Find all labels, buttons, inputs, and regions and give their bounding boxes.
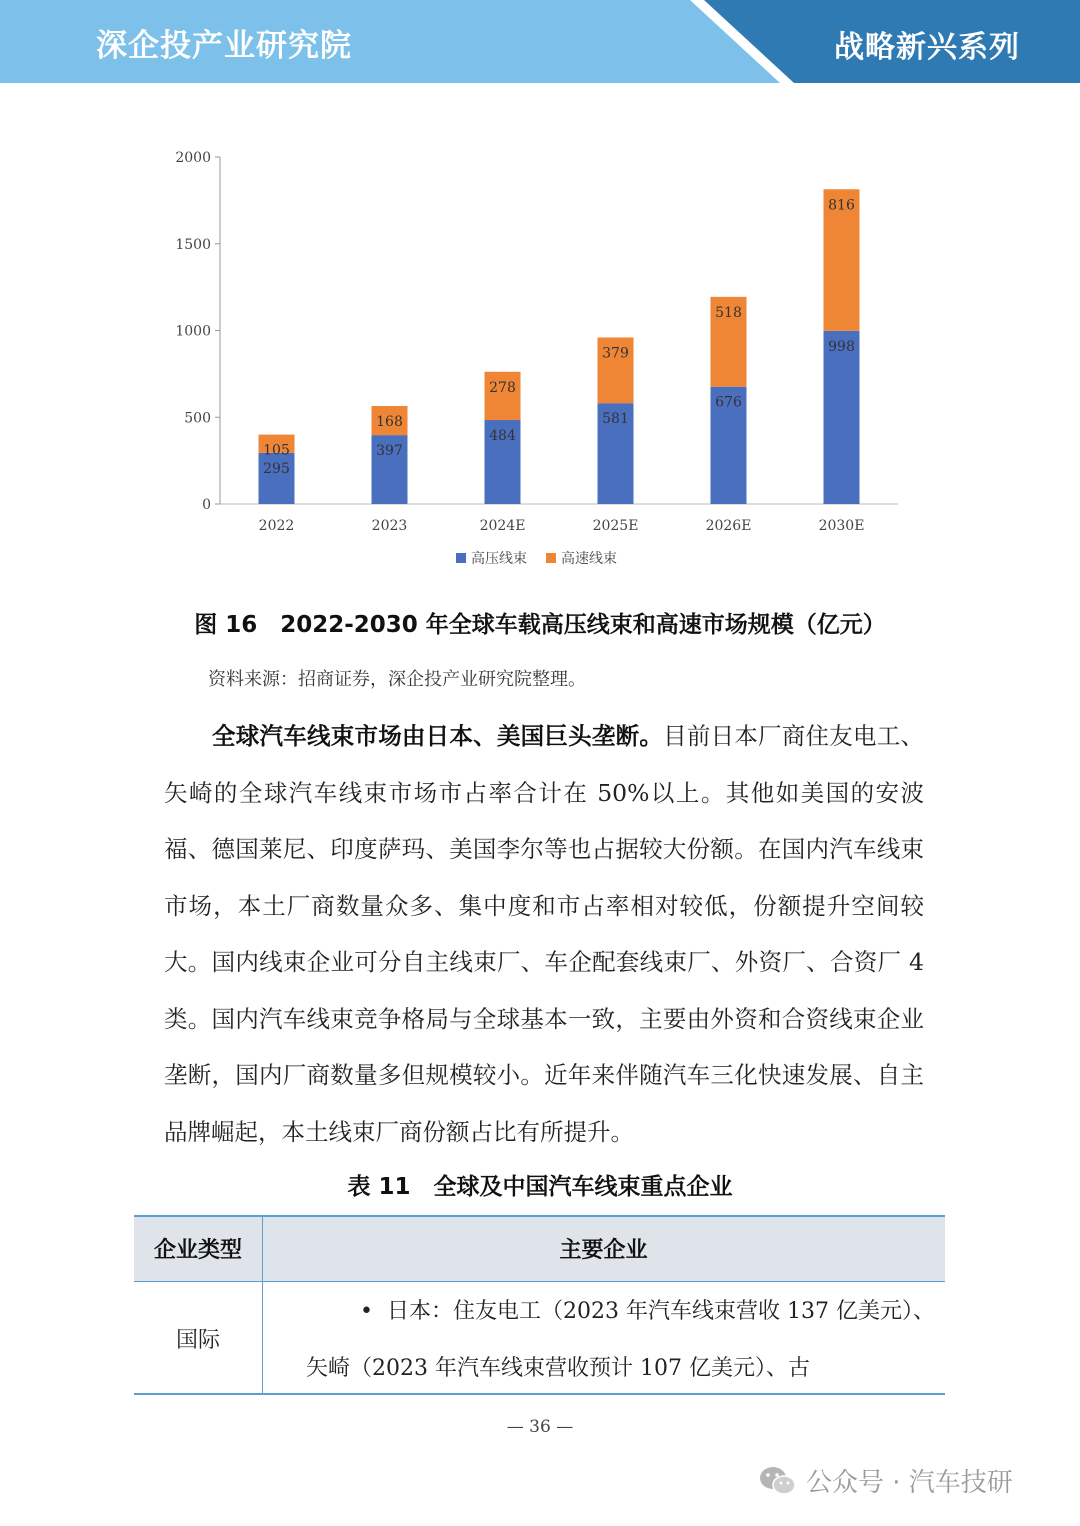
x-tick-label: 2025E — [592, 518, 639, 534]
y-tick-label: 1500 — [175, 236, 211, 253]
data-label: 397 — [376, 443, 403, 460]
y-tick-label: 500 — [184, 410, 211, 427]
x-tick-label: 2023 — [371, 518, 408, 534]
watermark-text: 公众号 · 汽车技研 — [806, 1468, 1013, 1498]
wechat-icon — [758, 1464, 798, 1498]
table-cell-type: 国际 — [175, 1328, 220, 1353]
table-header-type: 企业类型 — [153, 1238, 242, 1263]
x-tick-label: 2022 — [258, 518, 295, 534]
figure-source: 资料来源：招商证券，深企投产业研究院整理。 — [208, 669, 586, 690]
data-label: 998 — [828, 338, 855, 355]
y-tick-label: 1000 — [175, 323, 211, 340]
table-cell-text: 日本：住友电工（2023 年汽车线束营收 137 亿美元）、矢崎（2023 年汽车线束营收预计 107 亿美元）、古 — [306, 1299, 935, 1381]
y-tick-label: 2000 — [175, 150, 211, 166]
bar-segment — [824, 331, 860, 504]
y-tick-label: 0 — [202, 497, 211, 513]
institute-title: 深企投产业研究院 — [96, 28, 352, 64]
data-label: 484 — [489, 428, 516, 445]
table-title: 表 11 全球及中国汽车线束重点企业 — [347, 1174, 733, 1200]
data-label: 105 — [263, 442, 290, 459]
body-paragraph — [164, 708, 924, 1160]
x-tick-label: 2030E — [818, 518, 865, 534]
data-label: 379 — [602, 345, 629, 362]
x-tick-label: 2024E — [479, 518, 526, 534]
bullet-icon: • — [360, 1299, 373, 1324]
legend-label: 高压线束 — [471, 551, 527, 567]
companies-table — [134, 1215, 945, 1395]
data-label: 295 — [263, 460, 290, 477]
data-label: 168 — [376, 413, 403, 430]
table-header-companies: 主要企业 — [559, 1238, 648, 1263]
paragraph-text: 目前日本厂商住友电工、矢崎的全球汽车线束市场市占率合计在 50%以上。其他如美国的安波福、德国莱尼、印度萨玛、美国李尔等也占据较大份额。在国内汽车线束市场，本土厂商数量众多、集中度和市占率相对较低，份额提升空间较大。国内线束企业可分自主线束厂、车企配套线束厂、外资厂、合资厂 4 类。国内汽车线束竞争格局与全球基本一致，主要由外资和合资线束企业垄断，国内厂商数量多但规模较小。近年来伴随汽车三化快速发展、自主品牌崛起，本土线束厂商份额占比有所提升。 — [164, 722, 925, 1146]
legend-swatch — [456, 553, 466, 563]
data-label: 816 — [828, 197, 855, 214]
data-label: 676 — [715, 394, 742, 411]
figure-caption: 图 16 2022-2030 年全球车载高压线束和高速市场规模（亿元） — [194, 612, 886, 638]
data-label: 518 — [715, 304, 742, 321]
x-tick-label: 2026E — [705, 518, 752, 534]
legend-label: 高速线束 — [561, 551, 617, 567]
legend-swatch — [546, 553, 556, 563]
stacked-bar-chart — [160, 140, 920, 580]
data-label: 278 — [489, 379, 516, 396]
data-label: 581 — [602, 411, 629, 428]
table-header-border — [134, 1281, 945, 1282]
paragraph-lead: 全球汽车线束市场由日本、美国巨头垄断。 — [212, 722, 664, 750]
table-cell-companies — [306, 1283, 938, 1397]
page-number: — 36 — — [506, 1417, 574, 1437]
watermark — [758, 1462, 1013, 1499]
series-title: 战略新兴系列 — [834, 30, 1020, 65]
